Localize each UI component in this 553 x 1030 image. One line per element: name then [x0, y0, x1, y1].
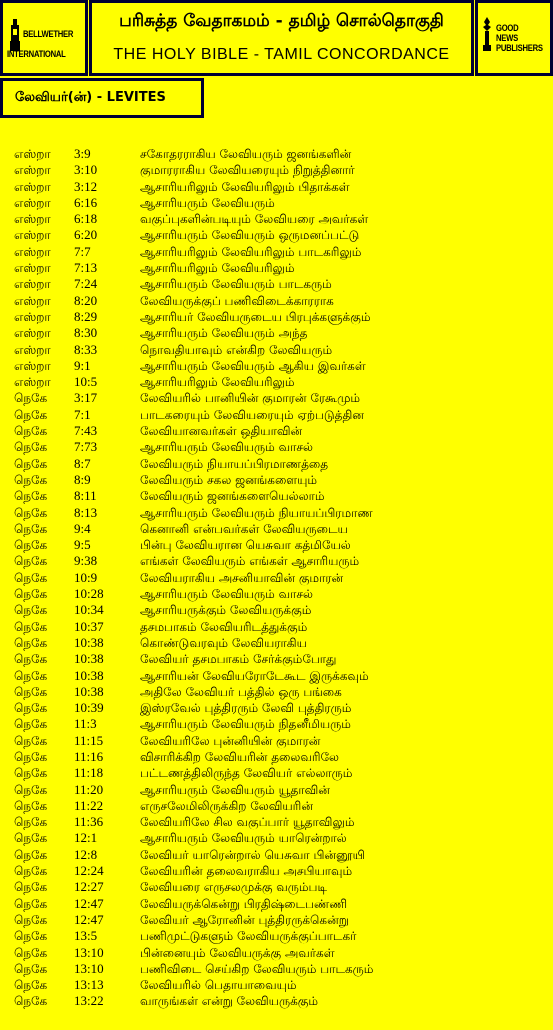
- verse-text: ஆசாரியரிலும் லேவியரிலும் பிதாக்கள்: [140, 179, 350, 194]
- list-item: [0, 635, 553, 651]
- good-news-logo-box: [475, 0, 553, 76]
- verse-reference: 10:38: [74, 667, 104, 683]
- book-name: நெகே: [14, 424, 48, 439]
- book-name: நெகே: [14, 603, 48, 618]
- bell-tower-icon: [9, 19, 21, 51]
- verse-text: தசமபாகம் லேவியரிடத்துக்கும்: [140, 619, 308, 634]
- verse-text: பணிமுட்டுகளும் லேவியருக்குப்பாடகர்: [140, 929, 357, 944]
- verse-reference: 9:4: [74, 520, 91, 536]
- book-name: எஸ்றா: [14, 293, 51, 308]
- verse-text: லேவியருக்குப் பணிவிடைக்காரராக: [140, 293, 334, 308]
- verse-reference: 13:5: [74, 928, 98, 944]
- verse-reference: 6:18: [74, 211, 98, 227]
- verse-reference: 13:10: [74, 944, 104, 960]
- book-name: நெகே: [14, 635, 48, 650]
- book-name: நெகே: [14, 391, 48, 406]
- verse-reference: 9:1: [74, 357, 91, 373]
- list-item: [0, 928, 553, 944]
- verse-reference: 11:18: [74, 765, 104, 781]
- verse-text: லேவியானவர்கள் ஒதியாவின்: [140, 424, 303, 439]
- section-heading-box: [0, 78, 204, 118]
- book-name: நெகே: [14, 798, 48, 813]
- list-item: [0, 260, 553, 276]
- verse-text: ஆசாரியரும் லேவியரும் ஆகிய இவர்கள்: [140, 358, 366, 373]
- list-item: [0, 945, 553, 961]
- list-item: [0, 342, 553, 358]
- verse-text: லேவியரை எருசலமுக்கு வரும்படி: [140, 880, 328, 895]
- verse-text: ஆசாரியரிலும் லேவியரிலும்: [140, 261, 295, 276]
- book-name: நெகே: [14, 815, 48, 830]
- book-name: நெகே: [14, 978, 48, 993]
- list-item: [0, 488, 553, 504]
- list-item: [0, 782, 553, 798]
- verse-reference: 8:9: [74, 471, 91, 487]
- verse-text: லேவியர் யாரென்றால் யெசுவா பின்னூயி: [140, 847, 365, 862]
- verse-text: ஆசாரியரும் லேவியரும் வாசல்: [140, 587, 313, 602]
- list-item: [0, 227, 553, 243]
- verse-text: வாருங்கள் என்று லேவியருக்கும்: [140, 994, 319, 1009]
- book-name: நெகே: [14, 407, 48, 422]
- verse-reference: 8:33: [74, 341, 98, 357]
- verse-reference: 10:37: [74, 618, 104, 634]
- verse-text: ஆசாரியரும் லேவியரும் நிதனீமியரும்: [140, 717, 351, 732]
- verse-text: லேவியரில் பானியின் குமாரன் ரேகூமும்: [140, 391, 361, 406]
- verse-reference: 12:27: [74, 879, 104, 895]
- verse-text: லேவியர் ஆரோனின் புத்திரருக்கென்று: [140, 912, 349, 927]
- verse-reference: 6:16: [74, 194, 98, 210]
- book-name: நெகே: [14, 521, 48, 536]
- title-box: [89, 0, 474, 76]
- verse-text: பட்டணத்திலிருந்த லேவியர் எல்லாரும்: [140, 766, 353, 781]
- verse-text: லேவியராகிய அசனியாவின் குமாரன்: [140, 570, 344, 585]
- list-item: [0, 293, 553, 309]
- list-item: [0, 570, 553, 586]
- list-item: [0, 651, 553, 667]
- book-name: நெகே: [14, 538, 48, 553]
- book-name: எஸ்றா: [14, 179, 51, 194]
- list-item: [0, 733, 553, 749]
- verse-text: ஆசாரியர் லேவியருடைய பிரபுக்களுக்கும்: [140, 309, 371, 324]
- list-item: [0, 195, 553, 211]
- list-item: [0, 847, 553, 863]
- verse-reference: 9:5: [74, 537, 91, 553]
- verse-text: ஆசாரியரிலும் லேவியரிலும்: [140, 375, 295, 390]
- list-item: [0, 472, 553, 488]
- list-item: [0, 798, 553, 814]
- verse-text: ஆசாரியரும் லேவியரும் யாரென்றால்: [140, 831, 347, 846]
- list-item: [0, 765, 553, 781]
- list-item: [0, 407, 553, 423]
- verse-text: ஆசாரியரிலும் லேவியரிலும் பாடகரிலும்: [140, 244, 362, 259]
- list-item: [0, 863, 553, 879]
- verse-text: லேவியரும் நியாயப்பிரமாணத்தை: [140, 456, 329, 471]
- verse-reference: 12:1: [74, 830, 98, 846]
- verse-text: ஆசாரியரும் லேவியரும் அந்த: [140, 326, 308, 341]
- verse-reference: 12:47: [74, 911, 104, 927]
- book-name: நெகே: [14, 701, 48, 716]
- verse-text: லேவியரின் தலைவராகிய அசபியாவும்: [140, 864, 353, 879]
- list-item: [0, 700, 553, 716]
- book-name: எஸ்றா: [14, 195, 51, 210]
- section-title: லேவியர்(ன்) - LEVITES: [15, 90, 166, 105]
- verse-reference: 10:9: [74, 569, 98, 585]
- book-name: எஸ்றா: [14, 163, 51, 178]
- book-name: நெகே: [14, 961, 48, 976]
- book-name: நெகே: [14, 945, 48, 960]
- verse-reference: 11:15: [74, 732, 104, 748]
- verse-text: லேவியரில் பெதாயாவையும்: [140, 978, 297, 993]
- list-item: [0, 325, 553, 341]
- book-name: நெகே: [14, 994, 48, 1009]
- list-item: [0, 879, 553, 895]
- list-item: [0, 162, 553, 178]
- verse-reference: 10:38: [74, 683, 104, 699]
- verse-reference: 9:38: [74, 553, 98, 569]
- book-name: நெகே: [14, 717, 48, 732]
- list-item: [0, 244, 553, 260]
- verse-reference: 11:3: [74, 716, 97, 732]
- verse-reference: 11:20: [74, 781, 104, 797]
- verse-text: லேவியரும் சகல ஜனங்களையும்: [140, 472, 318, 487]
- good-news-subtitle: PUBLISHERS: [496, 43, 543, 53]
- list-item: [0, 586, 553, 602]
- verse-reference: 7:43: [74, 423, 98, 439]
- book-name: நெகே: [14, 766, 48, 781]
- list-item: [0, 211, 553, 227]
- verse-reference: 12:24: [74, 863, 104, 879]
- verse-text: லேவியரிலே புன்னியின் குமாரன்: [140, 733, 321, 748]
- bellwether-logo-box: [0, 0, 88, 76]
- verse-reference: 12:47: [74, 895, 104, 911]
- verse-reference: 7:13: [74, 260, 98, 276]
- list-item: [0, 358, 553, 374]
- verse-reference: 10:38: [74, 651, 104, 667]
- verse-reference: 13:10: [74, 960, 104, 976]
- verse-reference: 13:13: [74, 977, 104, 993]
- verse-reference: 10:34: [74, 602, 104, 618]
- book-name: நெகே: [14, 619, 48, 634]
- title-english: THE HOLY BIBLE - TAMIL CONCORDANCE: [113, 46, 450, 63]
- verse-reference: 3:9: [74, 146, 91, 161]
- book-name: எஸ்றா: [14, 358, 51, 373]
- torch-icon: [481, 17, 493, 51]
- list-item: [0, 521, 553, 537]
- list-item: [0, 456, 553, 472]
- book-name: நெகே: [14, 733, 48, 748]
- book-name: எஸ்றா: [14, 212, 51, 227]
- list-item: [0, 961, 553, 977]
- verse-text: லேவியரும் ஜனங்களையெல்லாம்: [140, 489, 325, 504]
- book-name: எஸ்றா: [14, 309, 51, 324]
- verse-reference: 3:12: [74, 178, 98, 194]
- book-name: எஸ்றா: [14, 277, 51, 292]
- book-name: நெகே: [14, 570, 48, 585]
- verse-text: லேவியரிலே சில வகுப்பார் யூதாவிலும்: [140, 815, 355, 830]
- verse-text: பாடகரையும் லேவியரையும் ஏற்படுத்தின: [140, 407, 364, 422]
- book-name: எஸ்றா: [14, 147, 51, 161]
- book-name: நெகே: [14, 456, 48, 471]
- verse-reference: 7:1: [74, 406, 91, 422]
- list-item: [0, 977, 553, 993]
- book-name: எஸ்றா: [14, 228, 51, 243]
- verse-text: ஆசாரியரும் லேவியரும் நியாயப்பிரமாண: [140, 505, 373, 520]
- verse-text: லேவியருக்கென்று பிரதிஷ்டைபண்ணி: [140, 896, 348, 911]
- verse-reference: 8:11: [74, 488, 97, 504]
- verse-text: லேவியர் தசமபாகம் சேர்க்கும்போது: [140, 652, 337, 667]
- list-item: [0, 276, 553, 292]
- verse-reference: 10:39: [74, 700, 104, 716]
- verse-text: ஆசாரியரும் லேவியரும்: [140, 195, 275, 210]
- verse-reference: 7:24: [74, 276, 98, 292]
- verse-reference: 3:10: [74, 162, 98, 178]
- book-name: நெகே: [14, 489, 48, 504]
- verse-text: ஆசாரியரும் லேவியரும் ஒருமனப்பட்டு: [140, 228, 360, 243]
- bellwether-subtitle: INTERNATIONAL: [7, 49, 66, 59]
- book-name: நெகே: [14, 831, 48, 846]
- list-item: [0, 439, 553, 455]
- book-name: எஸ்றா: [14, 326, 51, 341]
- verse-reference: 7:7: [74, 243, 91, 259]
- list-item: [0, 390, 553, 406]
- list-item: [0, 814, 553, 830]
- book-name: நெகே: [14, 782, 48, 797]
- list-item: [0, 716, 553, 732]
- list-item: [0, 619, 553, 635]
- verse-text: வகுப்புகளின்படியும் லேவியரை அவர்கள்: [140, 212, 369, 227]
- verse-text: இஸ்ரவேல் புத்திரரும் லேவி புத்திரரும்: [140, 701, 352, 716]
- bellwether-logo: [3, 9, 85, 67]
- title-tamil: பரிசுத்த வேதாகமம் - தமிழ் சொல்தொகுதி: [119, 11, 444, 31]
- verse-reference: 13:22: [74, 993, 104, 1009]
- list-item: [0, 896, 553, 912]
- verse-text: ஆசாரியரும் லேவியரும் யூதாவின்: [140, 782, 330, 797]
- list-item: [0, 602, 553, 618]
- bellwether-name: BELLWETHER: [23, 29, 74, 39]
- list-item: [0, 830, 553, 846]
- list-item: [0, 749, 553, 765]
- list-item: [0, 912, 553, 928]
- book-name: எஸ்றா: [14, 342, 51, 357]
- book-name: நெகே: [14, 668, 48, 683]
- verse-text: நொவதியாவும் என்கிற லேவியரும்: [140, 342, 333, 357]
- verse-reference: 10:28: [74, 586, 104, 602]
- list-item: [0, 423, 553, 439]
- verse-text: பணிவிடை செய்கிற லேவியரும் பாடகரும்: [140, 961, 374, 976]
- verse-reference: 8:7: [74, 455, 91, 471]
- book-name: நெகே: [14, 847, 48, 862]
- book-name: எஸ்றா: [14, 375, 51, 390]
- verse-text: ஆசாரியருக்கும் லேவியருக்கும்: [140, 603, 312, 618]
- verse-text: கொண்டுவரவும் லேவியராகிய: [140, 635, 307, 650]
- verse-text: விசாரிக்கிற லேவியரின் தலைவரிலே: [140, 749, 339, 764]
- list-item: [0, 179, 553, 195]
- book-name: நெகே: [14, 896, 48, 911]
- verse-reference: 8:29: [74, 308, 98, 324]
- book-name: நெகே: [14, 880, 48, 895]
- list-item: [0, 374, 553, 390]
- book-name: நெகே: [14, 929, 48, 944]
- verse-text: ஆசாரியரும் லேவியரும் பாடகரும்: [140, 277, 332, 292]
- verse-reference: 3:17: [74, 390, 98, 406]
- verse-text: சகோதரராகிய லேவியரும் ஜனங்களின்: [140, 147, 352, 161]
- verse-reference: 8:20: [74, 292, 98, 308]
- verse-reference: 10:38: [74, 634, 104, 650]
- verse-reference: 8:13: [74, 504, 98, 520]
- list-item: [0, 668, 553, 684]
- book-name: நெகே: [14, 749, 48, 764]
- verse-text: ஆசாரியரும் லேவியரும் வாசல்: [140, 440, 313, 455]
- verse-reference: 11:22: [74, 797, 104, 813]
- verse-reference: 11:16: [74, 748, 104, 764]
- list-item: [0, 684, 553, 700]
- book-name: நெகே: [14, 472, 48, 487]
- book-name: எஸ்றா: [14, 244, 51, 259]
- book-name: எஸ்றா: [14, 261, 51, 276]
- concordance-list: [0, 146, 553, 1010]
- verse-reference: 11:36: [74, 814, 104, 830]
- book-name: நெகே: [14, 912, 48, 927]
- book-name: நெகே: [14, 505, 48, 520]
- verse-text: எருசலேமிலிருக்கிற லேவியரின்: [140, 798, 313, 813]
- list-item: [0, 505, 553, 521]
- verse-reference: 6:20: [74, 227, 98, 243]
- verse-text: பின்னையும் லேவியருக்கு அவர்கள்: [140, 945, 335, 960]
- verse-reference: 12:8: [74, 846, 98, 862]
- list-item: [0, 537, 553, 553]
- book-name: நெகே: [14, 652, 48, 667]
- verse-text: குமாரராகிய லேவியரையும் நிறுத்தினார்: [140, 163, 355, 178]
- verse-text: எங்கள் லேவியரும் எங்கள் ஆசாரியரும்: [140, 554, 360, 569]
- book-name: நெகே: [14, 440, 48, 455]
- list-item: [0, 553, 553, 569]
- verse-text: பின்பு லேவியரான யெசுவா கத்மியேல்: [140, 538, 351, 553]
- book-name: நெகே: [14, 554, 48, 569]
- good-news-name: GOOD NEWS: [496, 23, 519, 43]
- book-name: நெகே: [14, 587, 48, 602]
- verse-reference: 7:73: [74, 439, 98, 455]
- list-item: [0, 993, 553, 1009]
- verse-text: அதிலே லேவியர் பத்தில் ஒரு பங்கை: [140, 684, 342, 699]
- list-item: [0, 309, 553, 325]
- good-news-logo: [478, 9, 550, 67]
- verse-reference: 8:30: [74, 325, 98, 341]
- list-item: [0, 146, 553, 162]
- verse-text: கெனானி என்பவர்கள் லேவியருடைய: [140, 521, 348, 536]
- verse-text: ஆசாரியன் லேவியரோடேகூட இருக்கவும்: [140, 668, 369, 683]
- book-name: நெகே: [14, 864, 48, 879]
- book-name: நெகே: [14, 684, 48, 699]
- verse-reference: 10:5: [74, 374, 98, 390]
